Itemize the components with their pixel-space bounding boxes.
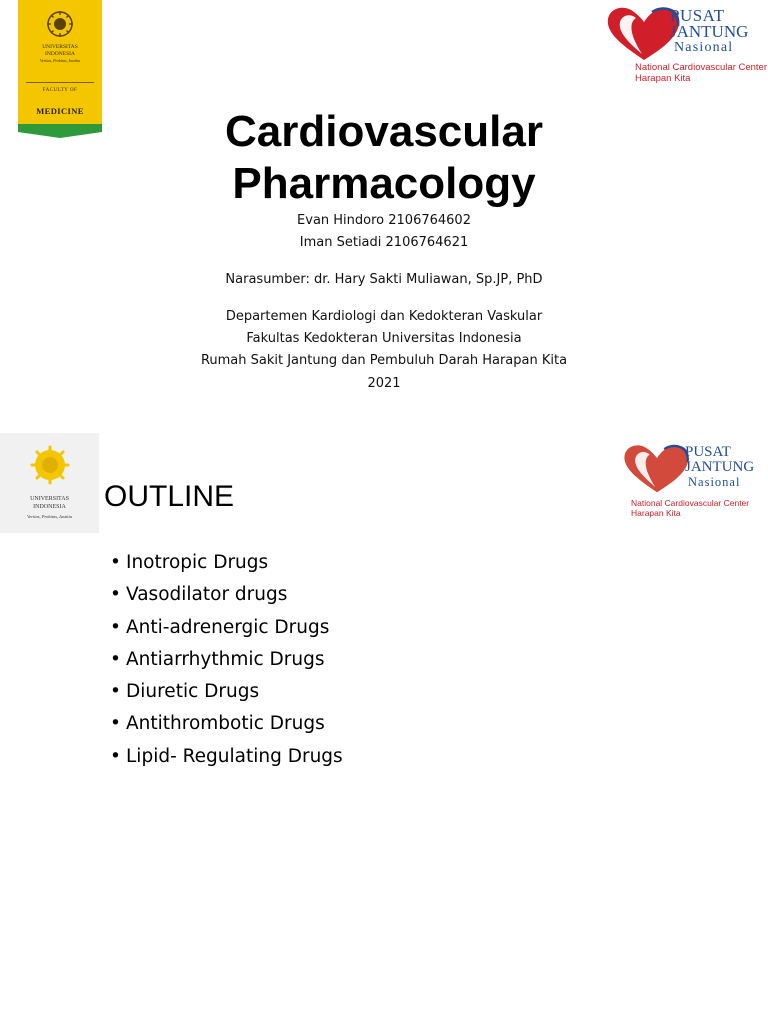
outline-list <box>110 549 343 775</box>
ui-tile-line2: INDONESIA <box>33 504 66 510</box>
pjn-line1: PUSAT <box>685 444 731 460</box>
medicine-label: MEDICINE <box>36 106 84 116</box>
bullet-icon: • <box>110 648 121 670</box>
bullet-icon: • <box>110 713 121 735</box>
speaker-line: Narasumber: dr. Hary Sakti Muliawan, Sp.JP, PhD <box>225 272 543 287</box>
author-1: Evan Hindoro 2106764602 <box>297 213 471 228</box>
ui-tile-line1: UNIVERSITAS <box>30 496 69 502</box>
list-item: • Antithrombotic Drugs <box>110 710 343 742</box>
slide-title-line1: Cardiovascular <box>225 107 543 156</box>
title-slide <box>0 0 768 420</box>
pjn-sub2: Harapan Kita <box>631 508 681 518</box>
ui-logo-line1: UNIVERSITAS <box>42 44 78 50</box>
pjn-sub1: National Cardiovascular Center <box>635 62 768 73</box>
bullet-icon: • <box>110 584 121 606</box>
pusat-jantung-nasional-logo <box>617 435 767 521</box>
affiliation-line-1: Departemen Kardiologi dan Kedokteran Vaskular <box>225 309 543 324</box>
pjn-line2: JANTUNG <box>685 459 755 475</box>
list-item: • Anti-adrenergic Drugs <box>110 614 343 646</box>
outline-slide <box>0 430 768 1024</box>
pjn-line3: Nasional <box>688 475 741 489</box>
pjn-line3: Nasional <box>674 40 734 55</box>
bullet-icon: • <box>110 745 121 767</box>
pjn-sub2: Harapan Kita <box>635 73 691 84</box>
affiliation-line-3: Rumah Sakit Jantung dan Pembuluh Darah Harapan Kita <box>200 353 568 368</box>
year: 2021 <box>367 376 401 391</box>
pusat-jantung-nasional-logo <box>604 2 768 88</box>
list-item: • Inotropic Drugs <box>110 549 343 581</box>
outline-heading: OUTLINE <box>104 480 235 513</box>
ui-tile-motto: Veritas, Probitas, Iustitia <box>26 514 73 519</box>
bullet-icon: • <box>110 681 121 703</box>
pjn-line2: JANTUNG <box>670 22 749 41</box>
list-item: • Antiarrhythmic Drugs <box>110 646 343 678</box>
pjn-line1: PUSAT <box>670 6 725 25</box>
ui-logo-motto: Veritas, Probitas, Iustitia <box>39 58 81 63</box>
heart-logo-icon <box>621 441 693 495</box>
slide-title-line2: Pharmacology <box>232 159 536 208</box>
list-item: • Vasodilator drugs <box>110 581 343 613</box>
list-item: • Diuretic Drugs <box>110 678 343 710</box>
ui-logo-line2: INDONESIA <box>45 51 75 57</box>
makara-emblem-icon <box>43 10 77 40</box>
bullet-icon: • <box>110 616 121 638</box>
universitas-indonesia-logo <box>0 433 99 533</box>
affiliation-line-2: Fakultas Kedokteran Universitas Indonesia <box>246 331 522 346</box>
list-item: • Lipid- Regulating Drugs <box>110 743 343 775</box>
faculty-of-label: FACULTY OF <box>42 88 78 93</box>
author-2: Iman Setiadi 2106764621 <box>299 235 469 250</box>
makara-emblem-icon <box>26 445 74 485</box>
pjn-sub1: National Cardiovascular Center <box>631 498 750 508</box>
bullet-icon: • <box>110 552 121 573</box>
